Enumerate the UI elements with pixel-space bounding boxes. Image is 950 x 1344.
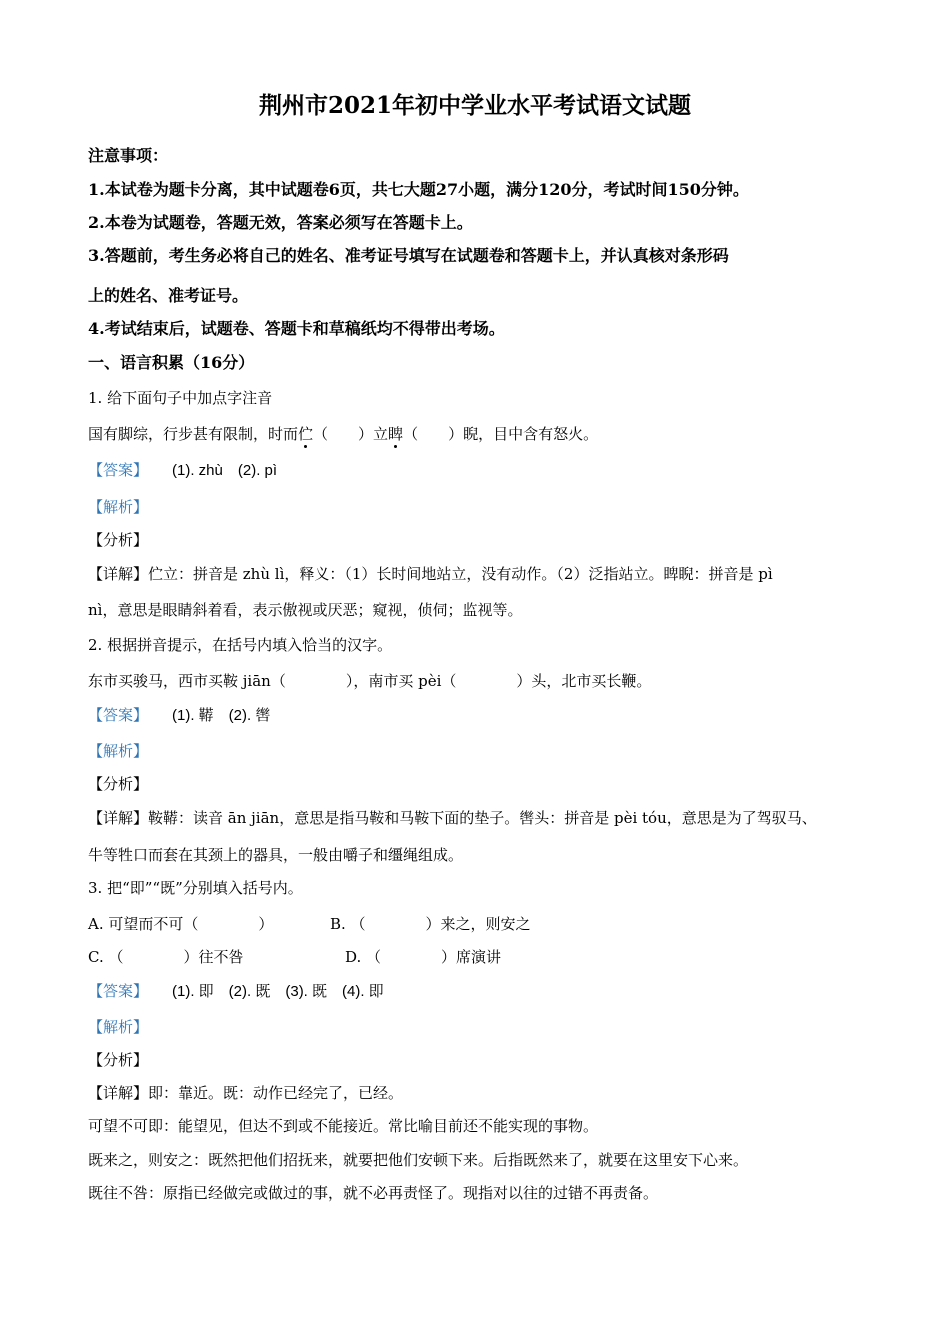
detail-tag: 【详解】 [88, 1084, 149, 1102]
answer-tag: 【答案】 [88, 982, 149, 1000]
q1-detail-cont: nì，意思是眼睛斜着看，表示傲视或厌恶；窥视，侦伺；监视等。 [88, 601, 523, 619]
q3-detail: 【详解】即：靠近。既：动作已经完了，已经。 [88, 1084, 404, 1102]
q2-detail-cont: 牛等牲口而套在其颈上的器具，一般由嚼子和缰绳组成。 [88, 846, 464, 864]
answer-tag: 【答案】 [88, 706, 149, 724]
q2-sentence: 东市买骏马，西市买鞍 jiān（ ），南市买 pèi（ ）头，北市买长鞭。 [88, 672, 652, 690]
q1-answer-text: (1). zhù (2). pì [172, 462, 278, 479]
q3-option-a: A. 可望而不可（ ） [88, 915, 274, 933]
q2-answer-text: (1). 鞯 (2). 辔 [172, 707, 271, 724]
q3-fenxi-tag: 【分析】 [88, 1051, 149, 1069]
q1-fenxi-tag: 【分析】 [88, 531, 149, 549]
q2-stem: 2. 根据拼音提示，在括号内填入恰当的汉字。 [88, 636, 393, 654]
notice-heading: 注意事项： [88, 146, 169, 165]
q3-answer-text: (1). 即 (2). 既 (3). 既 (4). 即 [172, 983, 384, 1000]
q3-explain-3: 既往不咎：原指已经做完或做过的事，就不必再责怪了。现指对以往的过错不再责备。 [88, 1184, 659, 1202]
q1-stem: 1. 给下面句子中加点字注音 [88, 389, 273, 407]
notice-item-2: 2.本卷为试题卷，答题无效，答案必须写在答题卡上。 [88, 213, 473, 232]
q3-stem: 3. 把“即”“既”分别填入括号内。 [88, 879, 303, 897]
q1-answer [88, 460, 277, 481]
q2-detail: 【详解】鞍鞯：读音 ān jiān，意思是指马鞍和马鞍下面的垫子。辔头：拼音是 pèi tóu，意思是为了驾驭马、 [88, 809, 817, 827]
notice-item-3-cont: 上的姓名、准考证号。 [88, 286, 249, 305]
detail-tag: 【详解】 [88, 809, 149, 827]
q1-sentence: 国有脚综，行步甚有限制，时而伫（ ）立睥（ ）睨，目中含有怒火。 [88, 425, 599, 443]
q3-explain-2: 既来之，则安之：既然把他们招抚来，就要把他们安顿下来。后指既然来了，就要在这里安下心来。 [88, 1151, 749, 1169]
q1-detail: 【详解】伫立：拼音是 zhù lì，释义：（1）长时间地站立，没有动作。（2）泛指站立。睥睨：拼音是 pì [88, 565, 773, 583]
page-title: 荆州市2021年初中学业水平考试语文试题 [258, 92, 691, 119]
answer-tag: 【答案】 [88, 461, 149, 479]
q1-dotted-char-1: 伫 [298, 425, 314, 443]
section-heading: 一、语言积累（16分） [88, 353, 255, 372]
q3-jiexi-tag: 【解析】 [88, 1018, 149, 1036]
q1-jiexi-tag: 【解析】 [88, 498, 149, 516]
q3-explain-1: 可望不可即：能望见，但达不到或不能接近。常比喻目前还不能实现的事物。 [88, 1117, 599, 1135]
notice-item-4: 4.考试结束后，试题卷、答题卡和草稿纸均不得带出考场。 [88, 319, 505, 338]
q2-answer [88, 705, 270, 726]
q2-fenxi-tag: 【分析】 [88, 775, 149, 793]
q2-jiexi-tag: 【解析】 [88, 742, 149, 760]
detail-tag: 【详解】 [88, 565, 149, 583]
q3-option-b: B. （ ）来之，则安之 [330, 915, 531, 933]
notice-item-1: 1.本试卷为题卡分离，其中试题卷6页，共七大题27小题，满分120分，考试时间150分钟。 [88, 180, 749, 199]
q3-option-d: D. （ ）席演讲 [345, 948, 502, 966]
notice-item-3: 3.答题前，考生务必将自己的姓名、准考证号填写在试题卷和答题卡上，并认真核对条形码 [88, 246, 729, 265]
q3-option-c: C. （ ）往不咎 [88, 948, 244, 966]
q1-dotted-char-2: 睥 [388, 425, 404, 443]
q3-answer [88, 981, 384, 1002]
